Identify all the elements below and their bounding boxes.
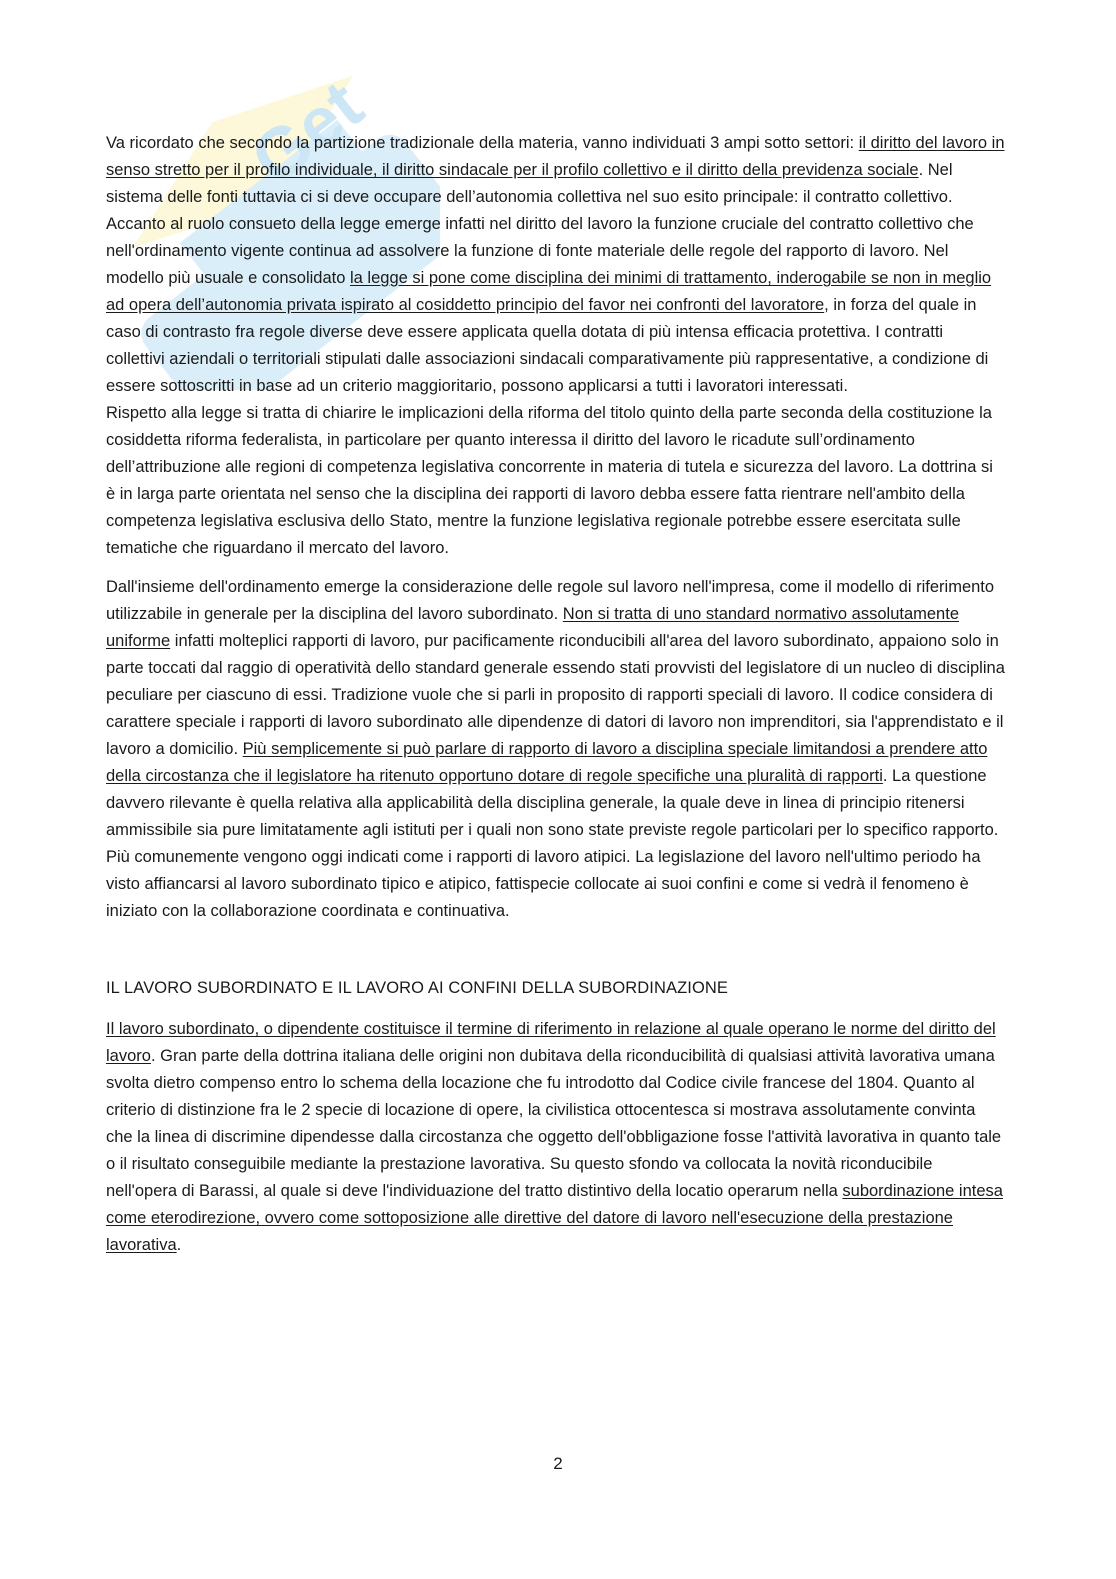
text-run: Dall'insieme dell'ordinamento emerge la considerazione delle regole sul lavoro nell'impresa, come il modello di riferimento utilizzabile in generale per la disciplina del lavoro subordinato. [106, 578, 995, 623]
watermark-text: Get [236, 65, 377, 199]
text-run: . Gran parte della dottrina italiana delle origini non dubitava della riconducibilità di qualsiasi attività lavorativa umana svolta dietro compenso entro lo schema della locazione che fu introdotto dal Codice civile francese del 1804. Quanto al criterio di distinzione fra le 2 specie di locazione di opere, la civilistica ottocentesca si mostrava assolutamente convinta che la linea di discrimine dipendesse dalla circostanza che oggetto dell'obbligazione fosse l'attività lavorativa in quanto tale o il risultato conseguibile mediante la prestazione lavorativa. Su questo sfondo va collocata la novità riconducibile nell'opera di Barassi, al quale si deve l'individuazione del tratto distintivo della locatio operarum nella [106, 1047, 1002, 1200]
underlined-text: subordinazione intesa come eterodirezione, ovvero come sottoposizione alle direttive del datore di lavoro nell'esecuzione della prestazione lavorativa [106, 1182, 1003, 1254]
text-run: . Nel sistema delle fonti tuttavia ci si deve occupare dell’autonomia collettiva nel suo esito principale: il contratto collettivo. Accanto al ruolo consueto della legge emerge infatti nel diritto del lavoro la funzione cruciale del contratto collettivo che nell'ordinamento vigente continua ad assolvere la funzione di fonte materiale delle regole del rapporto di lavoro. Nel modello più usuale e consolidato [106, 161, 974, 287]
section-heading: IL LAVORO SUBORDINATO E IL LAVORO AI CONFINI DELLA SUBORDINAZIONE [106, 979, 729, 997]
page-number: 2 [553, 1454, 563, 1473]
underlined-text: Più semplicemente si può parlare di rapporto di lavoro a disciplina speciale limitandosi a prendere atto della circostanza che il legislatore ha ritenuto opportuno dotare di regole specifiche una pluralità di rapporti [106, 740, 988, 785]
paragraph-ordinamento [106, 574, 1006, 925]
underlined-text: il diritto del lavoro in senso stretto per il profilo individuale, il diritto sindacale per il profilo collettivo e il diritto della previdenza sociale [106, 134, 1005, 179]
underlined-text: la legge si pone come disciplina dei minimi di trattamento, inderogabile se non in meglio ad opera dell’autonomia privata ispirato al cosiddetto principio del favor nei confronti del lavoratore [106, 269, 992, 314]
underlined-text: Non si tratta di uno standard normativo assolutamente uniforme [106, 605, 959, 650]
paragraph-partizione [106, 130, 1006, 400]
paragraph-riforma: Rispetto alla legge si tratta di chiarire le implicazioni della riforma del titolo quinto della parte seconda della costituzione la cosiddetta riforma federalista, in particolare per quanto interessa il diritto del lavoro le ricadute sull’ordinamento dell’attribuzione alle regioni di competenza legislativa concorrente in materia di tutela e sicurezza del lavoro. La dottrina si è in larga parte orientata nel senso che la disciplina dei rapporti di lavoro debba essere fatta rientrare nell'ambito della competenza legislativa esclusiva dello Stato, mentre la funzione legislativa regionale potrebbe essere esercitata sulle tematiche che riguardano il mercato del lavoro. [106, 404, 993, 557]
text-run: , in forza del quale in caso di contrasto fra regole diverse deve essere applicata quella dotata di più intensa efficacia protettiva. I contratti collettivi aziendali o territoriali stipulati dalle associazioni sindacali comparativamente più rappresentative, a condizione di essere sottoscritti in base ad un criterio maggioritario, possono applicarsi a tutti i lavoratori interessati. [106, 296, 989, 395]
text-run: Va ricordato che secondo la partizione tradizionale della materia, vanno individuati 3 ampi sotto settori: [106, 134, 859, 152]
text-run: . [176, 1236, 182, 1254]
document-body [106, 130, 1006, 1259]
text-run: . La questione davvero rilevante è quella relativa alla applicabilità della disciplina generale, la quale deve in linea di principio ritenersi ammissibile sia pure limitatamente agli istituti per i quali non sono state previste regole particolari per lo specifico rapporto. Più comunemente vengono oggi indicati come i rapporti di lavoro atipici. La legislazione del lavoro nell'ultimo periodo ha visto affiancarsi al lavoro subordinato tipico e atipico, fattispecie collocate ai suoi confini e come si vedrà il fenomeno è iniziato con la collaborazione coordinata e continuativa. [106, 767, 999, 920]
paragraph-lavoro-subordinato [106, 1016, 1006, 1259]
text-run: infatti molteplici rapporti di lavoro, pur pacificamente riconducibili all'area del lavoro subordinato, appaiono solo in parte toccati dal raggio di operatività dello standard generale essendo stati provvisti del legislatore di un nucleo di disciplina peculiare per ciascuno di essi. Tradizione vuole che si parli in proposito di rapporti speciali di lavoro. Il codice considera di carattere speciale i rapporti di lavoro subordinato alle dipendenze di datori di lavoro non imprenditori, sia l'apprendistato e il lavoro a domicilio. [106, 632, 1005, 758]
underlined-text: Il lavoro subordinato, o dipendente costituisce il termine di riferimento in relazione al quale operano le norme del diritto del lavoro [106, 1020, 996, 1065]
